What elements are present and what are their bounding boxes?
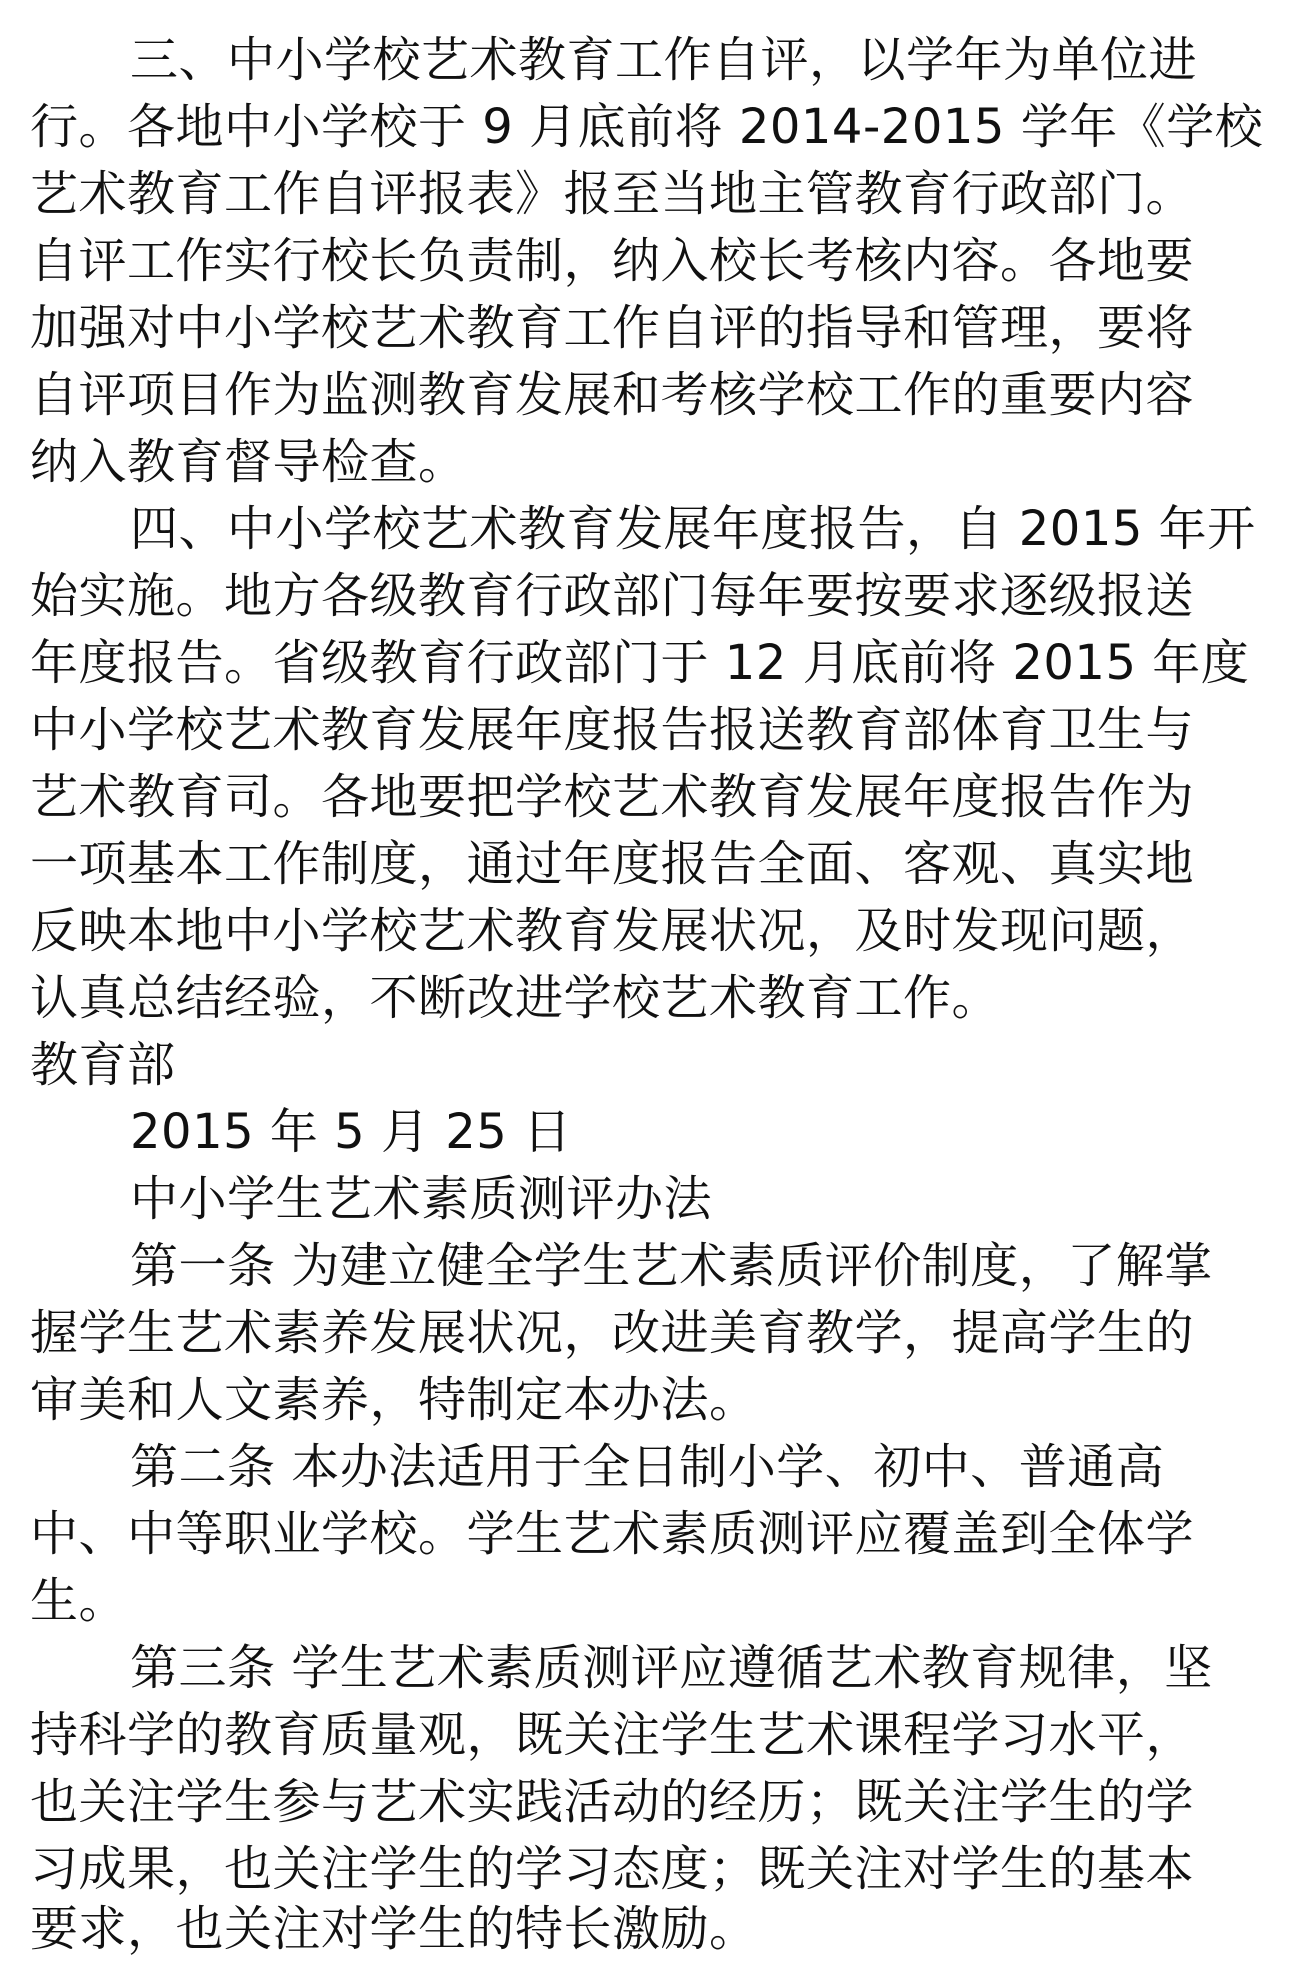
text-line-25: 第三条 学生艺术素质测评应遵循艺术教育规律，坚 xyxy=(130,1640,1213,1696)
text-line-4: 自评工作实行校长负责制，纳入校长考核内容。各地要 xyxy=(30,233,1195,289)
text-line-11: 中小学校艺术教育发展年度报告报送教育部体育卫生与 xyxy=(30,702,1195,758)
text-line-13: 一项基本工作制度，通过年度报告全面、客观、真实地 xyxy=(30,836,1195,892)
text-line-15: 认真总结经验，不断改进学校艺术教育工作。 xyxy=(30,970,1001,1026)
text-line-26: 持科学的教育质量观，既关注学生艺术课程学习水平， xyxy=(30,1707,1195,1763)
text-line-14: 反映本地中小学校艺术教育发展状况，及时发现问题， xyxy=(30,903,1195,959)
text-line-7: 纳入教育督导检查。 xyxy=(30,434,467,490)
text-line-10: 年度报告。省级教育行政部门于 12 月底前将 2015 年度 xyxy=(30,635,1250,691)
text-line-21: 审美和人文素养，特制定本办法。 xyxy=(30,1372,758,1428)
text-line-24: 生。 xyxy=(30,1573,128,1629)
issuer-line: 教育部 xyxy=(30,1037,176,1093)
text-line-29: 要求，也关注对学生的特长激励。 xyxy=(30,1901,758,1957)
text-line-9: 始实施。地方各级教育行政部门每年要按要求逐级报送 xyxy=(30,568,1195,624)
text-line-2: 行。各地中小学校于 9 月底前将 2014-2015 学年《学校 xyxy=(30,99,1264,155)
text-line-12: 艺术教育司。各地要把学校艺术教育发展年度报告作为 xyxy=(30,769,1195,825)
text-line-8: 四、中小学校艺术教育发展年度报告，自 2015 年开 xyxy=(130,501,1256,557)
date-line: 2015 年 5 月 25 日 xyxy=(130,1104,572,1160)
text-line-23: 中、中等职业学校。学生艺术素质测评应覆盖到全体学 xyxy=(30,1506,1195,1562)
text-line-20: 握学生艺术素养发展状况，改进美育教学，提高学生的 xyxy=(30,1305,1195,1361)
section-title: 中小学生艺术素质测评办法 xyxy=(130,1171,713,1227)
text-line-22: 第二条 本办法适用于全日制小学、初中、普通高 xyxy=(130,1439,1165,1495)
text-line-6: 自评项目作为监测教育发展和考核学校工作的重要内容 xyxy=(30,367,1195,423)
text-line-3: 艺术教育工作自评报表》报至当地主管教育行政部门。 xyxy=(30,166,1195,222)
text-line-5: 加强对中小学校艺术教育工作自评的指导和管理，要将 xyxy=(30,300,1195,356)
text-line-1: 三、中小学校艺术教育工作自评，以学年为单位进 xyxy=(130,32,1198,88)
text-line-28: 习成果，也关注学生的学习态度；既关注对学生的基本 xyxy=(30,1841,1195,1897)
text-line-19: 第一条 为建立健全学生艺术素质评价制度，了解掌 xyxy=(130,1238,1213,1294)
text-line-27: 也关注学生参与艺术实践活动的经历；既关注学生的学 xyxy=(30,1774,1195,1830)
